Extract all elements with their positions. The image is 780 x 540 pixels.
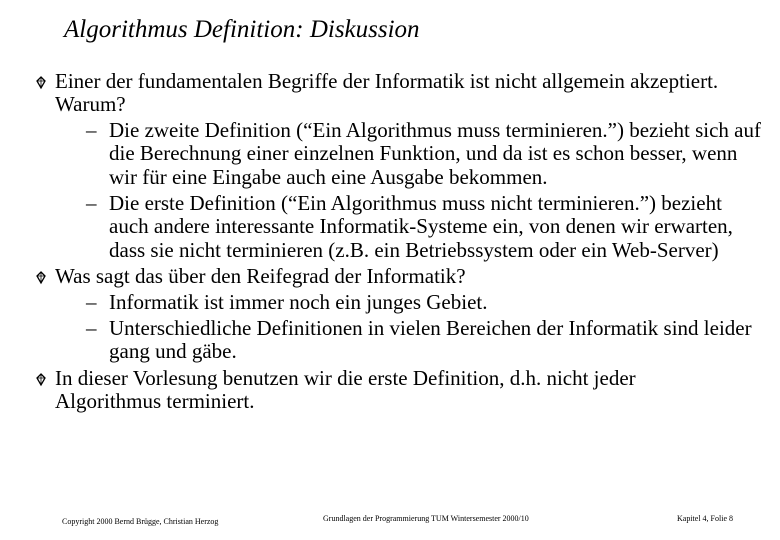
sub-item-text: Unterschiedliche Definitionen in vielen Bereichen der Informatik sind leider gang und gäbe. [109,316,752,364]
sub-item [0,291,761,314]
diamond-bullet-icon [34,373,48,387]
diamond-bullet-icon [34,76,48,90]
bullet-item [0,367,735,414]
footer-course: Grundlagen der Programmierung TUM Wintersemester 2000/10 [323,514,529,523]
dash: – [86,117,97,142]
diamond-bullet-icon [34,271,48,285]
footer-copyright: Copyright 2000 Bernd Brügge, Christian Herzog [62,517,219,526]
dash: – [86,191,97,216]
sub-item-text: Die erste Definition (“Ein Algorithmus muss nicht terminieren.”) bezieht auch andere interessante Informatik-Systeme ein, von denen wir erwarten, dass sie nicht terminieren (z.B. ein Betriebssystem oder ein Web-Server) [109,191,733,262]
dash: – [86,289,97,314]
footer-page: Kapitel 4, Folie 8 [677,514,733,523]
sub-item-text: Die zweite Definition (“Ein Algorithmus muss terminieren.”) bezieht sich auf die Berechnung einer einzelnen Funktion, und da ist es schon besser, wenn wir für eine Eingabe auch eine Ausgabe bekommen. [109,117,761,189]
bullet-text: In dieser Vorlesung benutzen wir die erste Definition, d.h. nicht jeder Algorithmus terminiert. [55,365,636,414]
sub-item [0,192,761,262]
sub-item-text: Informatik ist immer noch ein junges Gebiet. [109,289,488,314]
bullet-text: Was sagt das über den Reifegrad der Informatik? [55,264,466,289]
bullet-item [0,265,735,288]
slide-title: Algorithmus Definition: Diskussion [64,16,420,43]
bullet-text: Einer der fundamentalen Begriffe der Informatik ist nicht allgemein akzeptiert. Warum? [55,69,719,117]
bullet-item [0,70,735,117]
sub-item [0,317,761,364]
sub-item [0,119,761,189]
slide-body [0,70,780,416]
dash: – [86,316,97,341]
